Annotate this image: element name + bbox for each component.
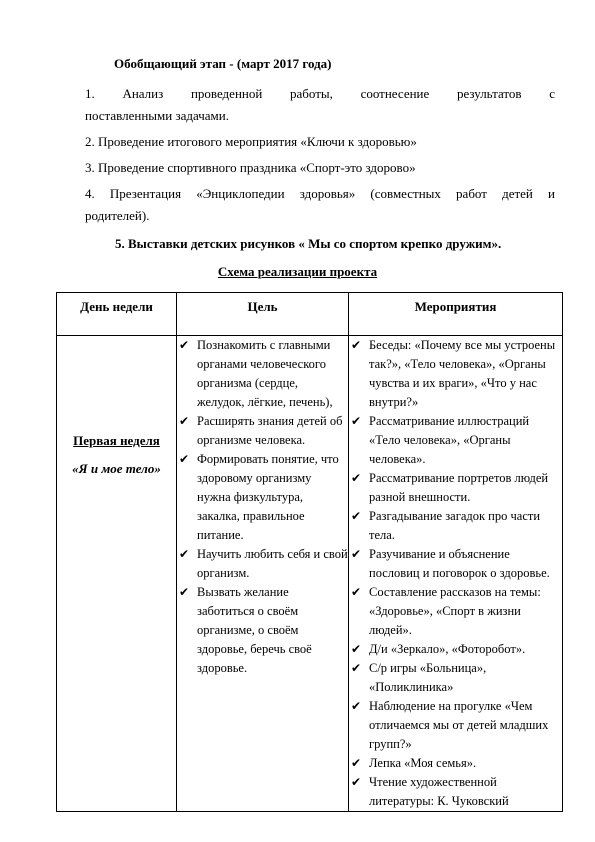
event-text: С/р игры «Больница», «Поликлиника» [369,661,487,694]
event-text: Разучивание и объяснение пословиц и поговорок о здоровье. [369,547,550,580]
day-cell [57,336,177,812]
event-item [349,412,562,469]
header-events: Мероприятия [349,293,563,336]
checkmark-icon: ✔ [350,338,362,352]
goal-item [177,336,348,412]
list-item-1-line1: 1. Анализ проведенной работы, соотнесение результатов с [85,86,555,101]
week-name: Первая неделя [73,433,160,448]
checkmark-icon: ✔ [178,338,190,352]
goal-item [177,545,348,583]
event-item [349,469,562,507]
event-text: Чтение художественной литературы: К. Чуковский [369,775,509,808]
checkmark-icon: ✔ [350,509,362,523]
event-text: Беседы: «Почему все мы устроены так?», «Тело человека», «Органы чувства и их враги», «Что у нас внутри?» [369,338,556,409]
event-text: Лепка «Моя семья». [369,756,477,770]
event-item [349,773,562,811]
goals-cell [177,336,349,812]
list-item-2: 2. Проведение итогового мероприятия «Ключи к здоровью» [85,134,417,149]
list-item-4-line2: родителей). [85,208,150,223]
goals-list [177,336,348,678]
table-row [57,336,563,812]
event-item [349,754,562,773]
events-cell [349,336,563,812]
list-item-4 [85,183,555,227]
table-header-row [57,293,563,336]
goal-text: Формировать понятие, что здоровому организму нужна физкультура, закалка, правильное питание. [197,452,339,542]
header-day: День недели [57,293,177,336]
checkmark-icon: ✔ [350,585,362,599]
header-goal: Цель [177,293,349,336]
goal-item [177,583,348,678]
list-item-4-line1: 4. Презентация «Энциклопедии здоровья» (совместных работ детей и [85,186,555,201]
checkmark-icon: ✔ [350,547,362,561]
list-item-1 [85,83,555,127]
checkmark-icon: ✔ [350,699,362,713]
checkmark-icon: ✔ [178,414,190,428]
goal-text: Вызвать желание заботиться о своём организме, о своём здоровье, беречь своё здоровье. [197,585,312,675]
scheme-title: Схема реализации проекта [217,264,378,279]
event-text: Составление рассказов на темы: «Здоровье», «Спорт в жизни людей». [369,585,541,637]
goal-item [177,450,348,545]
checkmark-icon: ✔ [350,775,362,789]
week-theme: «Я и мое тело» [72,461,161,476]
goal-text: Познакомить с главными органами человеческого организма (сердце, желудок, лёгкие, печень), [197,338,333,409]
event-item [349,507,562,545]
event-item [349,659,562,697]
event-item [349,336,562,412]
event-text: Разгадывание загадок про части тела. [369,509,541,542]
list-item-3: 3. Проведение спортивного праздника «Спорт-это здорово» [85,160,416,175]
list-item-1-line2: поставленными задачами. [85,108,229,123]
events-list [349,336,562,811]
event-text: Наблюдение на прогулке «Чем отличаемся мы от детей младших групп?» [369,699,549,751]
checkmark-icon: ✔ [350,414,362,428]
event-item [349,697,562,754]
event-text: Рассматривание иллюстраций «Тело человека», «Органы человека». [369,414,530,466]
checkmark-icon: ✔ [178,547,190,561]
event-text: Рассматривание портретов людей разной внешности. [369,471,549,504]
checkmark-icon: ✔ [350,661,362,675]
stage-heading: Обобщающий этап - (март 2017 года) [114,56,332,71]
checkmark-icon: ✔ [350,471,362,485]
checkmark-icon: ✔ [350,756,362,770]
list-item-5: 5. Выставки детских рисунков « Мы со спортом крепко дружим». [115,236,502,251]
checkmark-icon: ✔ [178,452,190,466]
goal-text: Расширять знания детей об организме человека. [197,414,343,447]
goal-text: Научить любить себя и свой организм. [197,547,348,580]
checkmark-icon: ✔ [178,585,190,599]
event-item [349,583,562,640]
project-schedule-table [56,292,563,812]
event-item [349,545,562,583]
event-text: Д/и «Зеркало», «Фоторобот». [369,642,526,656]
checkmark-icon: ✔ [350,642,362,656]
event-item [349,640,562,659]
goal-item [177,412,348,450]
